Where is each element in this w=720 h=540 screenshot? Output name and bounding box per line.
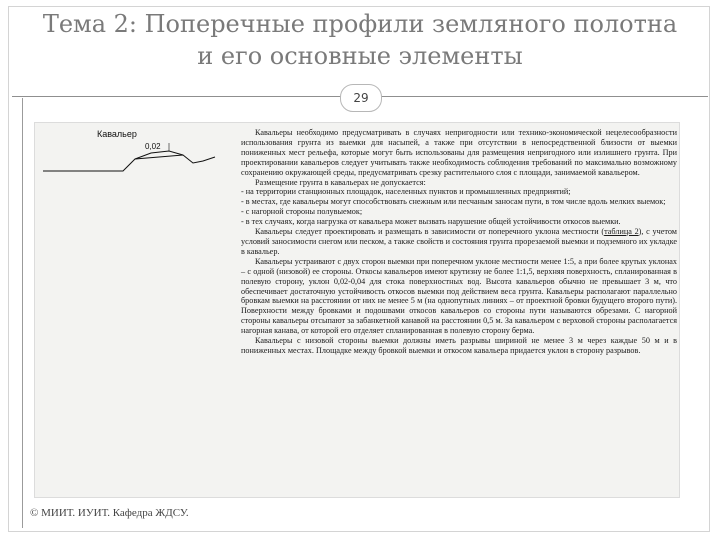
slide-footer: © МИИТ. ИУИТ. Кафедра ЖДСУ.: [30, 507, 189, 519]
title-line-1: Тема 2: Поперечные профили земляного полотна: [42, 10, 678, 38]
scanned-document: [34, 122, 680, 498]
slide-title: [10, 8, 710, 72]
paragraph: [241, 227, 677, 257]
list-item: - с нагорной стороны полувыемок;: [241, 207, 363, 217]
paragraph: Кавальеры устраивают с двух сторон выемки при поперечном уклоне местности менее 1:5, а при более крутых уклонах – с одной (низовой) ее стороны. Откосы кавальеров имеют крутизну не более 1:1,5, верхняя поверхность, спланированная в полевую сторону, уклон 0,02-0,04 для стока поверхностных вод. Высота кавальеров обычно не превышает 3 м, что обеспечивает достаточную устойчивость откосов выемки под действием веса грунта. Кавальеры располагают параллельно бровкам выемки на расстоянии от них не менее 5 м (на однопутных линиях – от проектной бровки будущего второго пути). Поверхности между бровками и подошвами откосов кавальеров со стороны пути называются обрезами. С нагорной стороны кавальеры отсыпают за забанкетной канавой на расстоянии 0,5 м. За кавальером с верховой стороны располагается нагорная канава, от которой его отделяет спланированная в полевую сторону берма.: [241, 256, 677, 336]
paragraph-text: Кавальеры следует проектировать и размещать в зависимости от поперечного уклона местности (: [255, 227, 605, 237]
paragraph: Размещение грунта в кавальерах не допускается:: [255, 177, 426, 187]
paragraph: Кавальеры необходимо предусматривать в случаях непригодности или технико-экономической нецелесообразности использования грунта из выемки для насыпей, а также при отсутствии в непосредственной близости от выемки пониженных мест рельефа, которые могут быть использованы для размещения непригодного или излишнего грунта. При проектировании кавальеров следует учитывать также необходимость соблюдения требований по максимально возможному сохранению окружающей среды, предусматривать срезку растительного слоя с площади, занимаемой кавальером.: [241, 128, 677, 177]
page-number-badge: 29: [340, 84, 382, 112]
list-item: - в тех случаях, когда нагрузка от кавальера может вызвать нарушение общей устойчивости откосов выемки.: [241, 217, 621, 227]
list-item: - в местах, где кавальеры могут способствовать снежным или песчаным заносам пути, в том числе вдоль мелких выемок;: [241, 197, 666, 207]
title-line-2: и его основные элементы: [197, 42, 523, 70]
left-divider: [22, 98, 23, 528]
document-text: [241, 128, 677, 356]
paragraph: Кавальеры с низовой стороны выемки должны иметь разрывы шириной не менее 3 м через каждые 50 м и в пониженных местах. Площадке между бровкой выемки и откосом кавальера придается уклон в сторону разрывов.: [241, 336, 677, 355]
paragraph-text: ), с учетом условий заносимости снегом или песком, а также свойств и состояния грунта прорезаемой выемки и подземного их укладке в кавальер.: [241, 227, 677, 256]
diagram-label: Кавальер: [97, 129, 137, 139]
cavalier-mound: [135, 151, 183, 159]
cavalier-cross-section-diagram: [43, 133, 243, 173]
table-2-link[interactable]: таблица 2: [604, 227, 639, 237]
slope-label: 0,02: [145, 142, 161, 151]
list-item: - на территории станционных площадок, населенных пунктов и промышленных предприятий;: [241, 187, 571, 197]
ground-line: [43, 155, 215, 171]
